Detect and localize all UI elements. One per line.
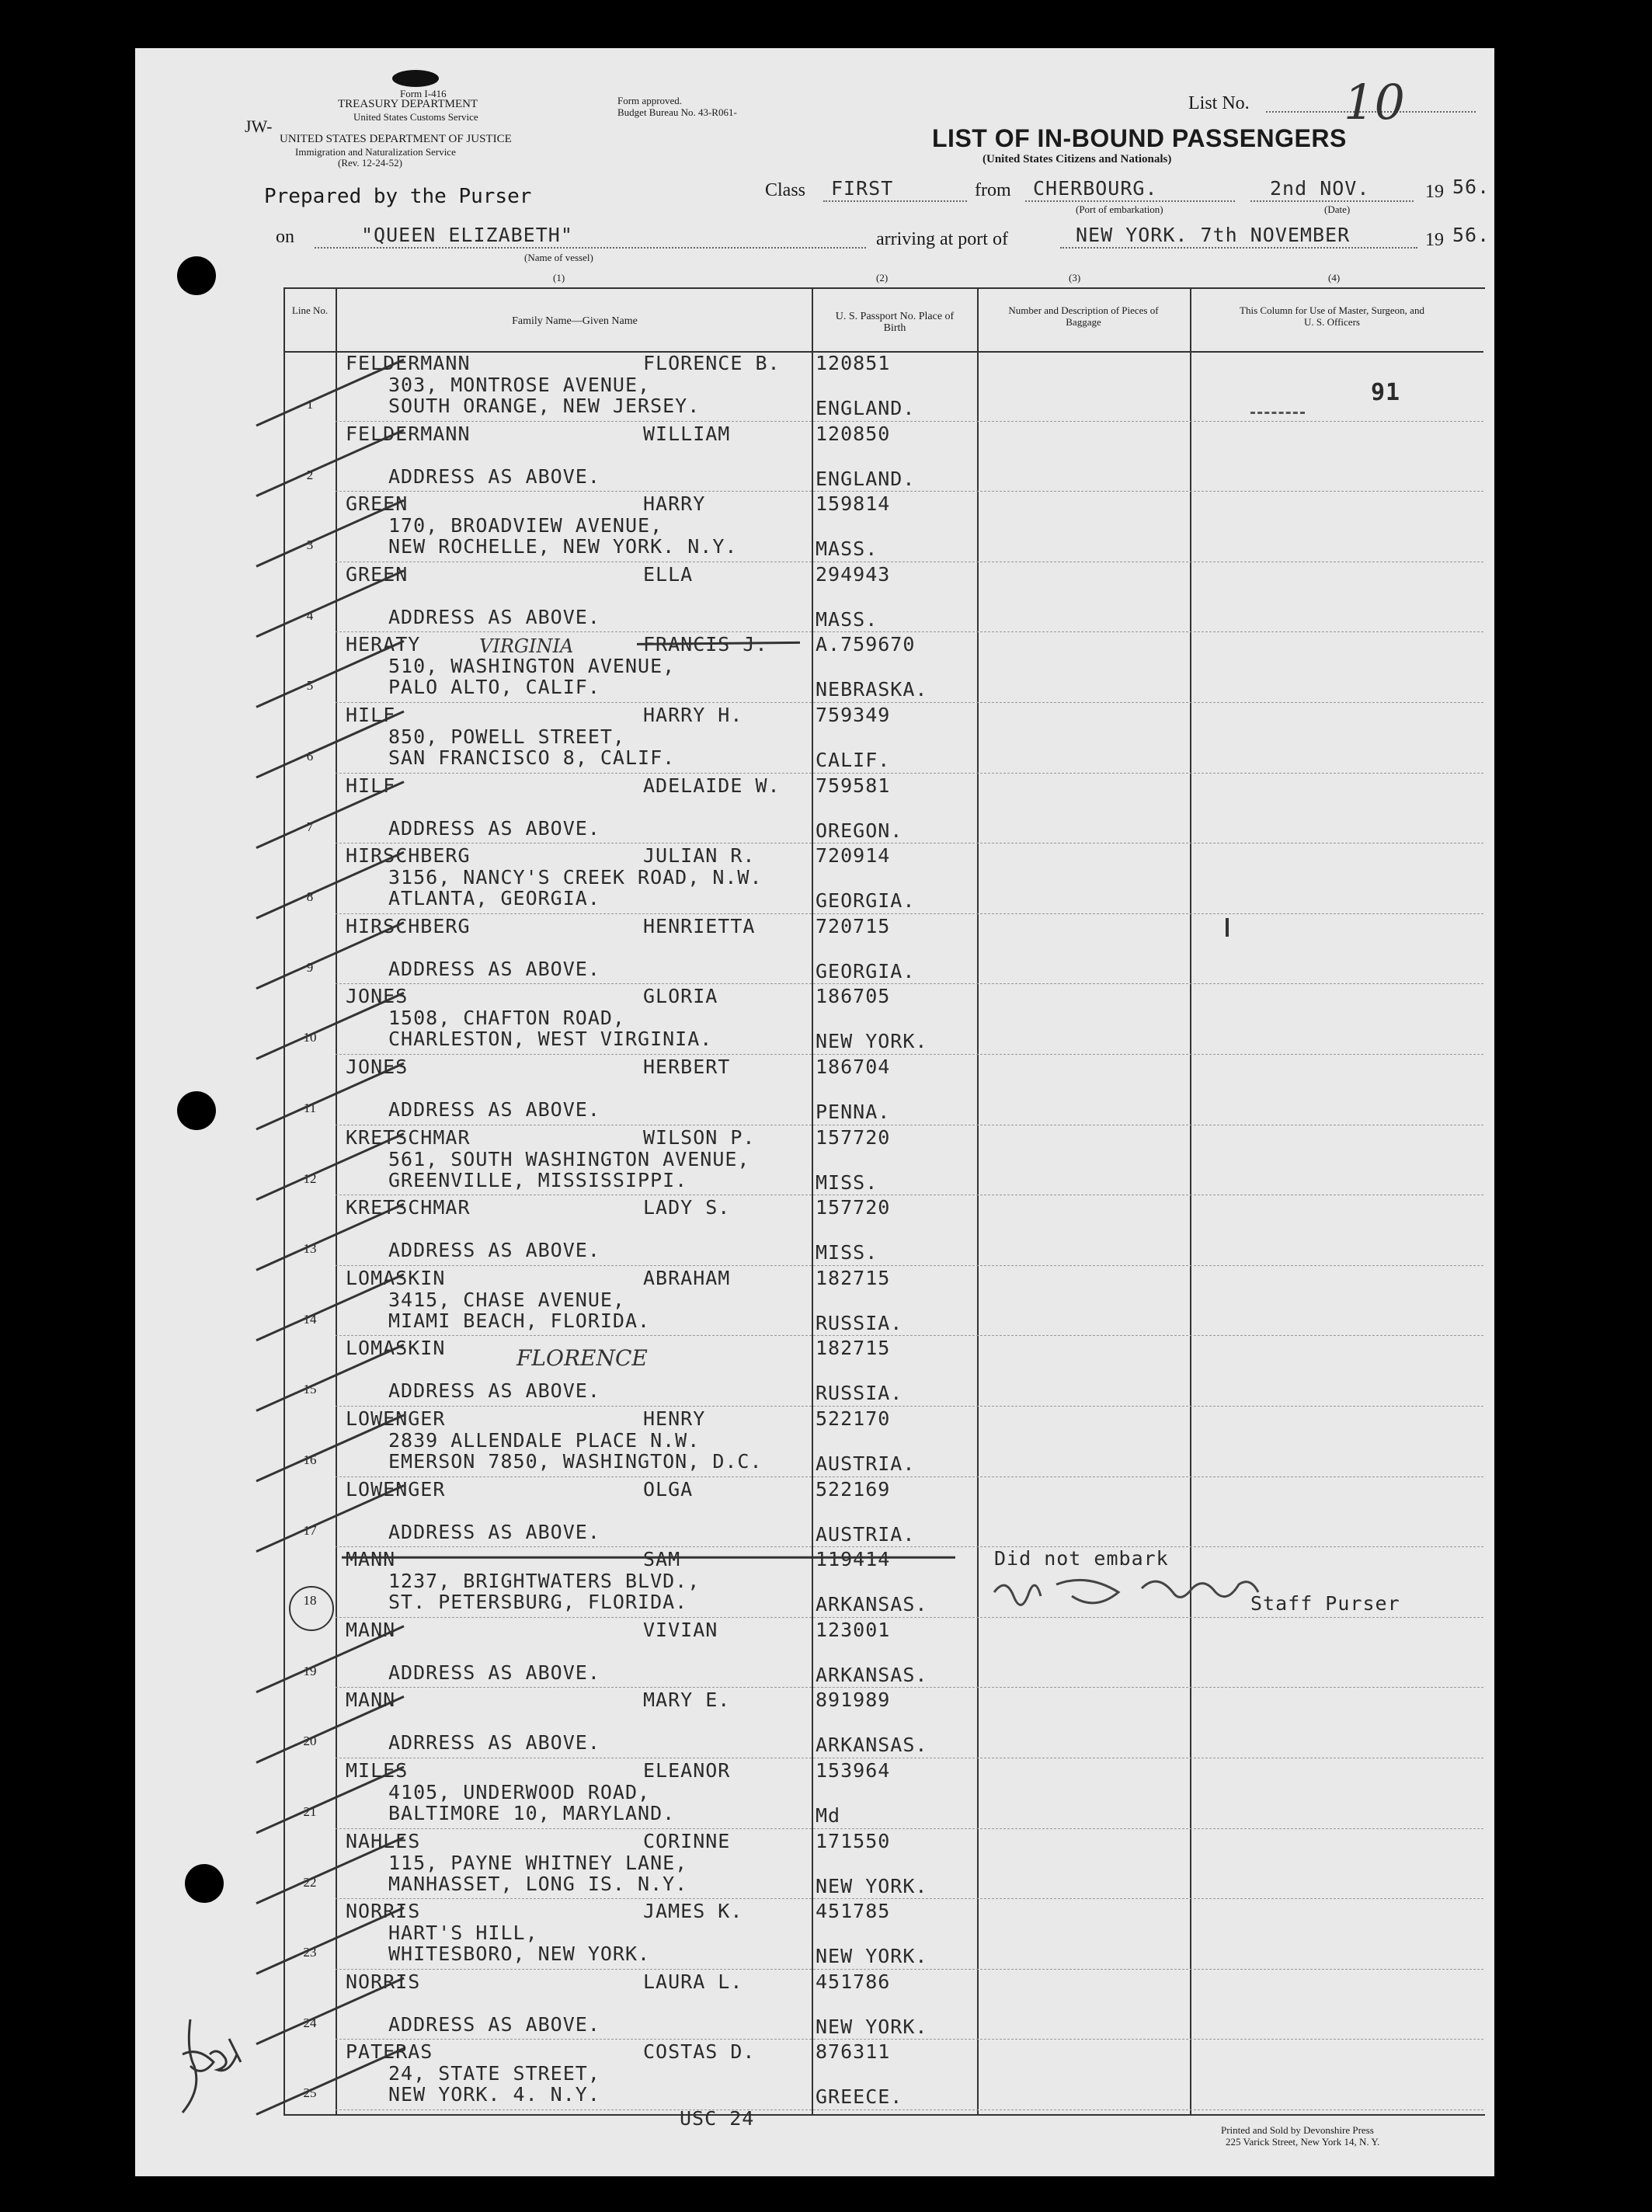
jw-mark: JW- bbox=[245, 117, 273, 136]
address-line-2: ADDRESS AS ABOVE. bbox=[388, 957, 600, 980]
family-name: MANN bbox=[346, 1618, 396, 1641]
customs-service: United States Customs Service bbox=[353, 111, 478, 123]
given-name: ABRAHAM bbox=[643, 1266, 731, 1289]
passport-number: 720914 bbox=[816, 844, 891, 868]
check-stroke bbox=[256, 1486, 404, 1552]
place-of-birth: NEW YORK. bbox=[816, 1030, 928, 1053]
line-number: 6 bbox=[306, 749, 314, 763]
given-name: WILLIAM bbox=[643, 422, 731, 445]
family-name: FELDERMANN bbox=[346, 422, 471, 445]
place-of-birth: ARKANSAS. bbox=[816, 1663, 928, 1686]
check-stroke bbox=[256, 1415, 404, 1481]
passport-number: 123001 bbox=[816, 1618, 891, 1641]
family-name: KRETSCHMAR bbox=[346, 1125, 471, 1149]
address-line-1: 561, SOUTH WASHINGTON AVENUE, bbox=[388, 1147, 750, 1170]
check-stroke bbox=[256, 500, 404, 566]
col-header-officers: This Column for Use of Master, Surgeon, and U. S. Officers bbox=[1240, 304, 1424, 328]
family-name: FELDERMANN bbox=[346, 352, 471, 374]
address-line-2: NEW ROCHELLE, NEW YORK. N.Y. bbox=[388, 535, 738, 558]
passport-number: A.759670 bbox=[816, 633, 916, 656]
check-stroke bbox=[256, 641, 404, 707]
line-number: 15 bbox=[303, 1382, 317, 1397]
lomaskin-handwritten-given: FLORENCE bbox=[516, 1345, 648, 1371]
given-name: HERBERT bbox=[643, 1056, 731, 1078]
list-no-label: List No. bbox=[1188, 93, 1250, 113]
address-line-2: BALTIMORE 10, MARYLAND. bbox=[388, 1802, 676, 1824]
address-line-1: 1237, BRIGHTWATERS BLVD., bbox=[388, 1570, 701, 1593]
family-name: NORRIS bbox=[346, 1970, 421, 1993]
passport-number: 451785 bbox=[816, 1900, 891, 1923]
family-name: MILES bbox=[346, 1759, 409, 1782]
given-name: ADELAIDE W. bbox=[643, 774, 781, 797]
place-of-birth: GREECE. bbox=[816, 2085, 903, 2109]
check-stroke bbox=[256, 1204, 404, 1270]
given-name: LAURA L. bbox=[643, 1970, 743, 1993]
address-line-1: 3156, NANCY'S CREEK ROAD, N.W. bbox=[388, 866, 763, 889]
passport-number: 119414 bbox=[816, 1548, 891, 1571]
address-line-1: 115, PAYNE WHITNEY LANE, bbox=[388, 1851, 688, 1874]
address-line-1: 4105, UNDERWOOD ROAD, bbox=[388, 1781, 651, 1803]
address-line-2: ADDRESS AS ABOVE. bbox=[388, 2012, 600, 2036]
address-line-2: SOUTH ORANGE, NEW JERSEY. bbox=[388, 395, 701, 417]
line-number: 17 bbox=[303, 1522, 317, 1538]
arriving-label: arriving at port of bbox=[876, 229, 1008, 249]
given-name: SAM bbox=[643, 1548, 681, 1571]
check-stroke bbox=[256, 1767, 404, 1833]
port-of-embarkation: CHERBOURG. bbox=[1033, 177, 1158, 200]
family-name: JONES bbox=[346, 1056, 409, 1078]
given-name: ELLA bbox=[643, 562, 694, 586]
passport-number: 157720 bbox=[816, 1125, 891, 1149]
family-name: HILF bbox=[346, 774, 396, 797]
given-name: HARRY H. bbox=[643, 704, 743, 726]
check-stroke bbox=[256, 430, 404, 496]
place-of-birth: MASS. bbox=[816, 537, 878, 561]
family-name: HILF bbox=[346, 704, 396, 726]
address-line-1: 850, POWELL STREET, bbox=[388, 725, 625, 748]
line-number: 13 bbox=[303, 1241, 317, 1257]
passport-number: 294943 bbox=[816, 562, 891, 586]
family-name: MANN bbox=[346, 1689, 396, 1712]
place-of-birth: MISS. bbox=[816, 1241, 878, 1264]
check-stroke bbox=[256, 1344, 404, 1410]
place-of-birth: Md bbox=[816, 1804, 841, 1827]
address-line-2: ATLANTA, GEORGIA. bbox=[388, 887, 600, 910]
heraty-handwritten-given: VIRGINIA bbox=[479, 635, 574, 657]
col2-number: (2) bbox=[876, 272, 889, 283]
col-header-line-no: Line No. bbox=[291, 304, 329, 316]
address-line-1: 2839 ALLENDALE PLACE N.W. bbox=[388, 1429, 701, 1452]
passport-number: 171550 bbox=[816, 1829, 891, 1852]
check-stroke bbox=[256, 711, 404, 777]
address-line-1: 24, STATE STREET, bbox=[388, 2062, 600, 2085]
place-of-birth: ARKANSAS. bbox=[816, 1593, 928, 1616]
check-stroke bbox=[256, 360, 404, 426]
place-of-birth: ENGLAND. bbox=[816, 397, 916, 419]
check-stroke bbox=[256, 1696, 404, 1762]
passport-number: 876311 bbox=[816, 2040, 891, 2064]
col-header-passport: U. S. Passport No. Place of Birth bbox=[835, 311, 955, 334]
line-number: 4 bbox=[306, 607, 314, 623]
address-line-2: MIAMI BEACH, FLORIDA. bbox=[388, 1309, 651, 1332]
line-number: 7 bbox=[306, 819, 314, 834]
passport-number: 451786 bbox=[816, 1970, 891, 1993]
check-stroke bbox=[256, 1626, 404, 1692]
check-stroke bbox=[256, 571, 404, 637]
check-stroke bbox=[256, 1908, 404, 1974]
place-of-birth: NEW YORK. bbox=[816, 2015, 928, 2038]
address-line-2: CHARLESTON, WEST VIRGINIA. bbox=[388, 1028, 713, 1051]
address-line-1: 510, WASHINGTON AVENUE, bbox=[388, 655, 676, 678]
address-line-1: 1508, CHAFTON ROAD, bbox=[388, 1007, 625, 1030]
col1-number: (1) bbox=[553, 272, 565, 283]
address-line-1: 3415, CHASE AVENUE, bbox=[388, 1288, 625, 1311]
family-name: MANN bbox=[346, 1548, 396, 1571]
address-line-2: ADDRESS AS ABOVE. bbox=[388, 605, 600, 628]
line-number: 24 bbox=[303, 2015, 317, 2030]
address-line-1: HART'S HILL, bbox=[388, 1922, 538, 1945]
line-number: 14 bbox=[303, 1311, 317, 1327]
address-line-2: ADDRESS AS ABOVE. bbox=[388, 1661, 600, 1684]
family-name: JONES bbox=[346, 985, 409, 1008]
passport-number: 186704 bbox=[816, 1056, 891, 1078]
given-name: HARRY bbox=[643, 492, 706, 516]
officer-note: 91 bbox=[1371, 379, 1401, 406]
passport-number: 120850 bbox=[816, 422, 891, 445]
line-number: 11 bbox=[303, 1101, 317, 1115]
given-name: FLORENCE B. bbox=[643, 352, 781, 374]
revision-date: (Rev. 12-24-52) bbox=[338, 157, 402, 169]
check-stroke bbox=[256, 923, 404, 989]
family-name: GREEN bbox=[346, 562, 409, 586]
form-approved: Form approved. bbox=[617, 95, 683, 106]
line-number: 22 bbox=[303, 1874, 317, 1890]
family-name: PATERAS bbox=[346, 2040, 433, 2064]
passport-number: 159814 bbox=[816, 492, 891, 516]
given-name: HENRY bbox=[643, 1407, 706, 1430]
family-name: HIRSCHBERG bbox=[346, 914, 471, 937]
place-of-birth: MISS. bbox=[816, 1170, 878, 1194]
port-caption: (Port of embarkation) bbox=[1076, 203, 1163, 215]
family-name: NORRIS bbox=[346, 1900, 421, 1923]
line-number: 19 bbox=[303, 1663, 317, 1678]
from-label: from bbox=[975, 180, 1011, 200]
address-line-2: SAN FRANCISCO 8, CALIF. bbox=[388, 746, 676, 769]
footer-usc: USC 24 bbox=[680, 2107, 755, 2130]
class-label: Class bbox=[765, 180, 806, 200]
place-of-birth: CALIF. bbox=[816, 749, 891, 771]
date-caption: (Date) bbox=[1324, 203, 1351, 215]
margin-signature bbox=[167, 2008, 260, 2124]
address-line-2: ADRRESS AS ABOVE. bbox=[388, 1731, 600, 1755]
given-name: WILSON P. bbox=[643, 1125, 756, 1149]
address-line-2: ST. PETERSBURG, FLORIDA. bbox=[388, 1591, 688, 1614]
passport-number: 182715 bbox=[816, 1337, 891, 1360]
line-number: 18 bbox=[303, 1593, 317, 1609]
printer-line-1: Printed and Sold by Devonshire Press bbox=[1221, 2124, 1374, 2136]
col-header-name: Family Name—Given Name bbox=[512, 315, 638, 327]
address-line-2: PALO ALTO, CALIF. bbox=[388, 676, 600, 699]
address-line-2: MANHASSET, LONG IS. N.Y. bbox=[388, 1872, 688, 1895]
address-line-2: ADDRESS AS ABOVE. bbox=[388, 1379, 600, 1403]
passport-number: 157720 bbox=[816, 1196, 891, 1219]
col-header-baggage: Number and Description of Pieces of Baggage bbox=[1008, 304, 1159, 328]
passport-number: 153964 bbox=[816, 1759, 891, 1782]
line-number: 2 bbox=[306, 467, 314, 482]
given-name: COSTAS D. bbox=[643, 2040, 756, 2064]
staff-purser: Staff Purser bbox=[1250, 1592, 1400, 1615]
form-number: Form I-416 bbox=[400, 88, 447, 99]
given-name: HENRIETTA bbox=[643, 914, 756, 937]
heraty-strike bbox=[637, 642, 800, 644]
given-name: GLORIA bbox=[643, 985, 718, 1008]
arrival-year: 56. bbox=[1452, 224, 1490, 246]
place-of-birth: NEBRASKA. bbox=[816, 678, 928, 701]
list-no-value: 10 bbox=[1344, 74, 1405, 130]
given-name: ELEANOR bbox=[643, 1759, 731, 1782]
place-of-birth: AUSTRIA. bbox=[816, 1522, 916, 1546]
place-of-birth: PENNA. bbox=[816, 1101, 891, 1123]
embark-year: 56. bbox=[1452, 176, 1490, 198]
page-title: LIST OF IN-BOUND PASSENGERS bbox=[932, 124, 1347, 152]
family-name: LOWENGER bbox=[346, 1407, 446, 1430]
line-number: 8 bbox=[306, 889, 314, 905]
line-number: 1 bbox=[306, 397, 314, 412]
col3-number: (3) bbox=[1069, 272, 1081, 283]
place-of-birth: RUSSIA. bbox=[816, 1311, 903, 1334]
check-stroke bbox=[256, 1275, 404, 1341]
check-stroke bbox=[256, 1978, 404, 2044]
did-not-embark: Did not embark bbox=[994, 1547, 1169, 1570]
address-line-1: 303, MONTROSE AVENUE, bbox=[388, 374, 651, 396]
address-line-2: ADDRESS AS ABOVE. bbox=[388, 1239, 600, 1262]
passport-number: 522169 bbox=[816, 1477, 891, 1501]
given-name: OLGA bbox=[643, 1477, 694, 1501]
passport-number: 720715 bbox=[816, 914, 891, 937]
check-stroke bbox=[256, 1838, 404, 1904]
family-name: LOMASKIN bbox=[346, 1337, 446, 1360]
address-line-2: ADDRESS AS ABOVE. bbox=[388, 464, 600, 488]
given-name: MARY E. bbox=[643, 1689, 731, 1712]
address-line-2: ADDRESS AS ABOVE. bbox=[388, 1098, 600, 1121]
treasury-dept: TREASURY DEPARTMENT bbox=[338, 98, 478, 110]
place-of-birth: GEORGIA. bbox=[816, 959, 916, 983]
passport-number: 120851 bbox=[816, 352, 891, 374]
line-number: 23 bbox=[303, 1945, 317, 1960]
place-of-birth: NEW YORK. bbox=[816, 1874, 928, 1897]
place-of-birth: GEORGIA. bbox=[816, 889, 916, 913]
line-number: 9 bbox=[306, 959, 314, 975]
line-number: 10 bbox=[303, 1030, 317, 1045]
budget-bureau: Budget Bureau No. 43-R061- bbox=[617, 106, 737, 118]
place-of-birth: MASS. bbox=[816, 607, 878, 631]
arrival-port-date: NEW YORK. 7th NOVEMBER bbox=[1076, 224, 1351, 246]
address-line-2: GREENVILLE, MISSISSIPPI. bbox=[388, 1168, 688, 1191]
address-line-2: WHITESBORO, NEW YORK. bbox=[388, 1942, 651, 1966]
embark-date: 2nd NOV. bbox=[1270, 177, 1370, 200]
passport-number: 186705 bbox=[816, 985, 891, 1008]
page-subtitle: (United States Citizens and Nationals) bbox=[983, 153, 1172, 165]
passport-number: 759349 bbox=[816, 704, 891, 726]
check-stroke bbox=[256, 993, 404, 1059]
family-name: LOWENGER bbox=[346, 1477, 446, 1501]
justice-dept: UNITED STATES DEPARTMENT OF JUSTICE bbox=[280, 133, 512, 145]
check-stroke bbox=[256, 782, 404, 848]
check-stroke bbox=[256, 852, 404, 918]
family-name: GREEN bbox=[346, 492, 409, 516]
address-line-2: ADDRESS AS ABOVE. bbox=[388, 816, 600, 840]
check-stroke bbox=[256, 1063, 404, 1129]
place-of-birth: AUSTRIA. bbox=[816, 1452, 916, 1475]
family-name: NAHLES bbox=[346, 1829, 421, 1852]
family-name: HERATY bbox=[346, 633, 421, 656]
line-number: 5 bbox=[306, 678, 314, 694]
year-prefix: 19 bbox=[1425, 182, 1444, 202]
given-name: CORINNE bbox=[643, 1829, 731, 1852]
on-label: on bbox=[276, 227, 294, 247]
check-stroke bbox=[256, 1134, 404, 1200]
vessel-name: "QUEEN ELIZABETH" bbox=[361, 224, 573, 246]
address-line-2: EMERSON 7850, WASHINGTON, D.C. bbox=[388, 1450, 763, 1473]
check-stroke bbox=[256, 2048, 404, 2114]
address-line-1: 170, BROADVIEW AVENUE, bbox=[388, 514, 663, 537]
arrival-year-prefix: 19 bbox=[1425, 230, 1444, 250]
immigration-service: Immigration and Naturalization Service bbox=[295, 146, 456, 158]
printer-line-2: 225 Varick Street, New York 14, N. Y. bbox=[1226, 2136, 1380, 2148]
given-name: JULIAN R. bbox=[643, 844, 756, 868]
passport-number: 522170 bbox=[816, 1407, 891, 1430]
place-of-birth: OREGON. bbox=[816, 819, 903, 842]
address-line-2: NEW YORK. 4. N.Y. bbox=[388, 2083, 600, 2106]
family-name: KRETSCHMAR bbox=[346, 1196, 471, 1219]
place-of-birth: RUSSIA. bbox=[816, 1382, 903, 1405]
vessel-caption: (Name of vessel) bbox=[524, 252, 593, 263]
line-number: 20 bbox=[303, 1734, 317, 1749]
prepared-by: Prepared by the Purser bbox=[264, 185, 532, 208]
given-name: FRANCIS J. bbox=[643, 633, 768, 656]
address-line-2: ADDRESS AS ABOVE. bbox=[388, 1520, 600, 1543]
passport-number: 182715 bbox=[816, 1266, 891, 1289]
given-name: JAMES K. bbox=[643, 1900, 743, 1923]
line-number: 16 bbox=[303, 1452, 317, 1467]
given-name: LADY S. bbox=[643, 1196, 731, 1219]
line-number: 21 bbox=[303, 1804, 317, 1819]
col4-number: (4) bbox=[1328, 272, 1341, 283]
place-of-birth: NEW YORK. bbox=[816, 1945, 928, 1968]
line-number: 25 bbox=[303, 2085, 317, 2101]
place-of-birth: ENGLAND. bbox=[816, 467, 916, 490]
line-number: 12 bbox=[303, 1170, 317, 1186]
given-name: VIVIAN bbox=[643, 1618, 718, 1641]
passport-number: 759581 bbox=[816, 774, 891, 797]
line-number: 3 bbox=[306, 537, 314, 553]
family-name: HIRSCHBERG bbox=[346, 844, 471, 868]
place-of-birth: ARKANSAS. bbox=[816, 1734, 928, 1757]
class-value: FIRST bbox=[831, 177, 894, 200]
family-name: LOMASKIN bbox=[346, 1266, 446, 1289]
passport-number: 891989 bbox=[816, 1689, 891, 1712]
